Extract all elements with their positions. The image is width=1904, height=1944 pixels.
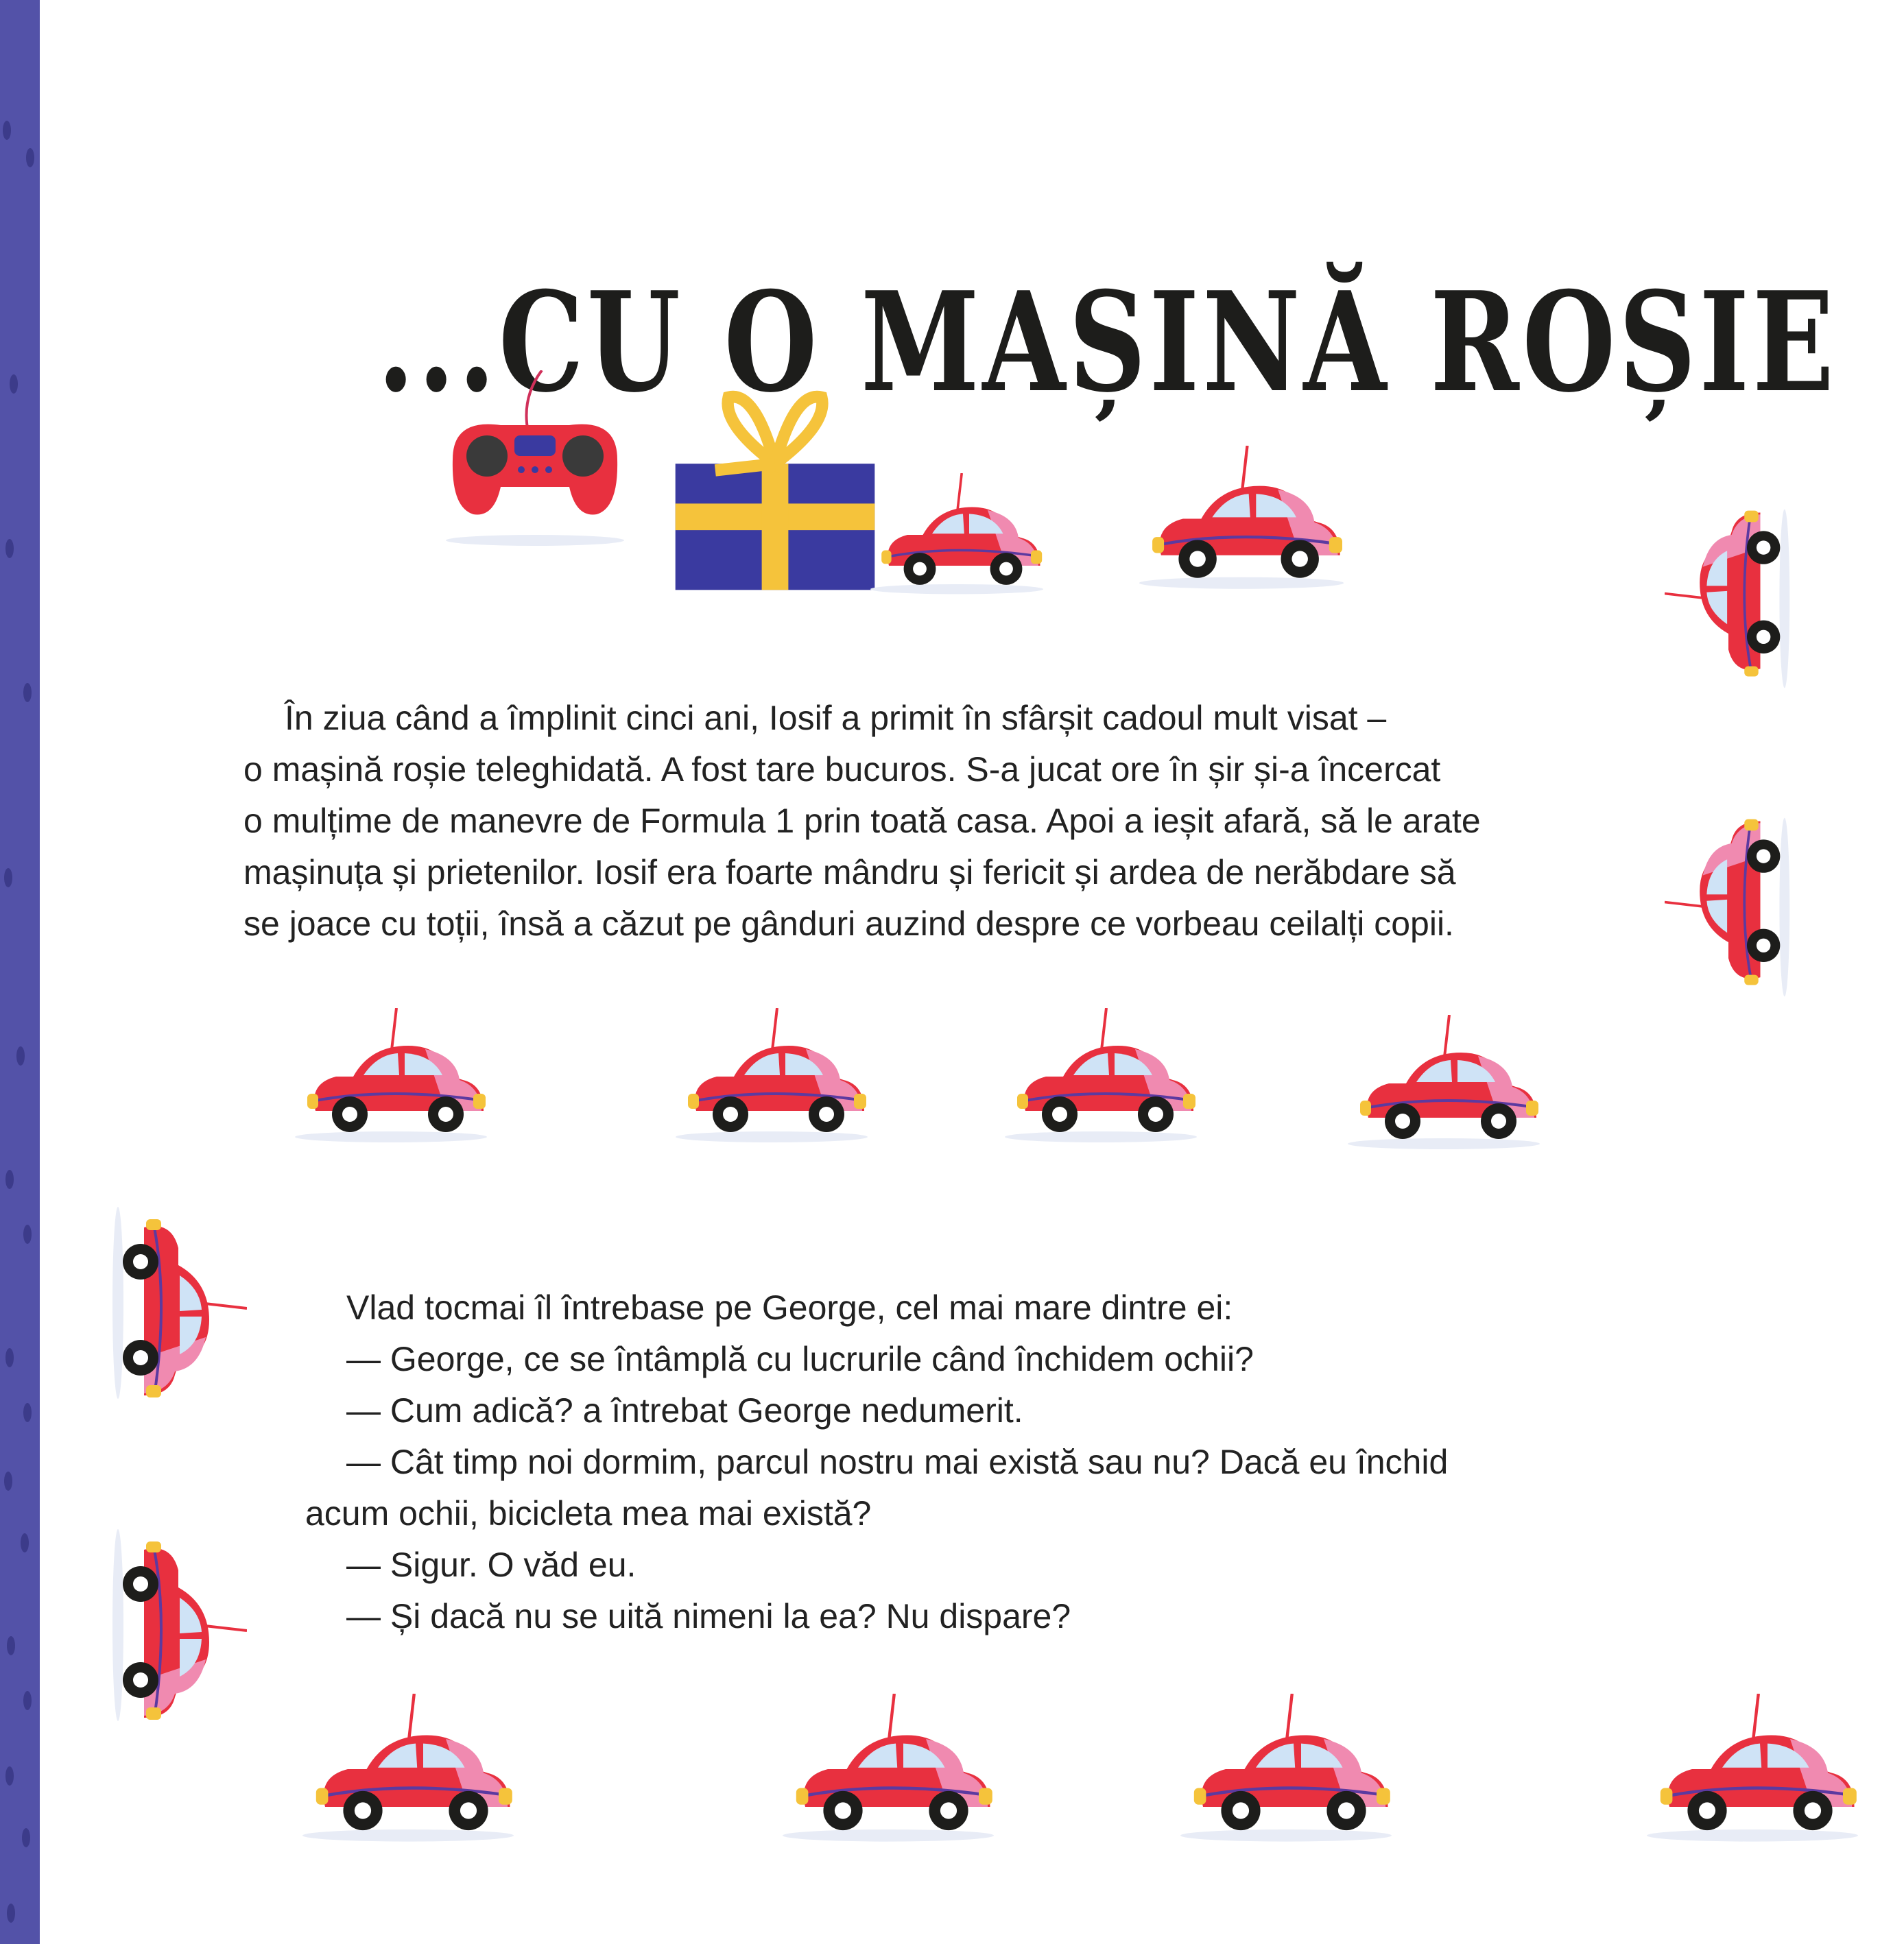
red-car-icon [1173,1694,1399,1845]
red-car-icon [1639,1694,1866,1845]
red-car-icon [110,1200,247,1406]
red-car-icon [110,1522,247,1728]
paragraph-line: acum ochii, bicicleta mea mai există? [305,1494,872,1533]
red-car-icon [295,1694,521,1845]
paragraph-intro [243,693,1656,950]
paragraph-line: — George, ce se întâmplă cu lucrurile când închidem ochii? [346,1340,1254,1378]
left-decorative-stripe [0,0,40,1944]
stripe-dots-pattern [0,0,40,1944]
paragraph-line: o mașină roșie teleghidată. A fost tare bucuros. S-a jucat ore în șir și-a încercat [243,750,1441,789]
red-car-icon [1665,503,1792,695]
red-car-icon [775,1694,1001,1845]
paragraph-line: mașinuța și prietenilor. Iosif era foarte mândru și fericit și ardea de nerăbdare să [243,853,1456,891]
red-car-icon [669,1008,874,1145]
red-car-icon [1341,1015,1547,1152]
red-car-icon [998,1008,1204,1145]
paragraph-line: — Sigur. O văd eu. [346,1546,636,1584]
red-car-icon [288,1008,494,1145]
paragraph-line: o mulțime de manevre de Formula 1 prin toată casa. Apoi a ieșit afară, să le arate [243,802,1481,840]
page-title: ...CU O MAȘINĂ ROȘIE [377,262,1837,423]
red-car-icon [1132,446,1351,592]
paragraph-dialogue [305,1282,1650,1642]
paragraph-line: — Cum adică? a întrebat George nedumerit. [346,1391,1023,1430]
paragraph-line: se joace cu toții, însă a căzut pe gânduri auzind despre ce vorbeau ceilalți copii. [243,904,1454,943]
paragraph-line: Vlad tocmai îl întrebase pe George, cel mai mare dintre ei: [346,1288,1233,1327]
red-car-icon [1665,811,1792,1003]
paragraph-line: — Cât timp noi dormim, parcul nostru mai există sau nu? Dacă eu închid [346,1443,1449,1481]
gift-box-icon [665,384,885,597]
remote-control-icon [439,322,631,597]
paragraph-line: — Și dacă nu se uită nimeni la ea? Nu dispare? [346,1597,1071,1635]
paragraph-line: În ziua când a împlinit cinci ani, Iosif a primit în sfârșit cadoul mult visat – [285,699,1387,737]
red-car-icon [864,473,1049,597]
